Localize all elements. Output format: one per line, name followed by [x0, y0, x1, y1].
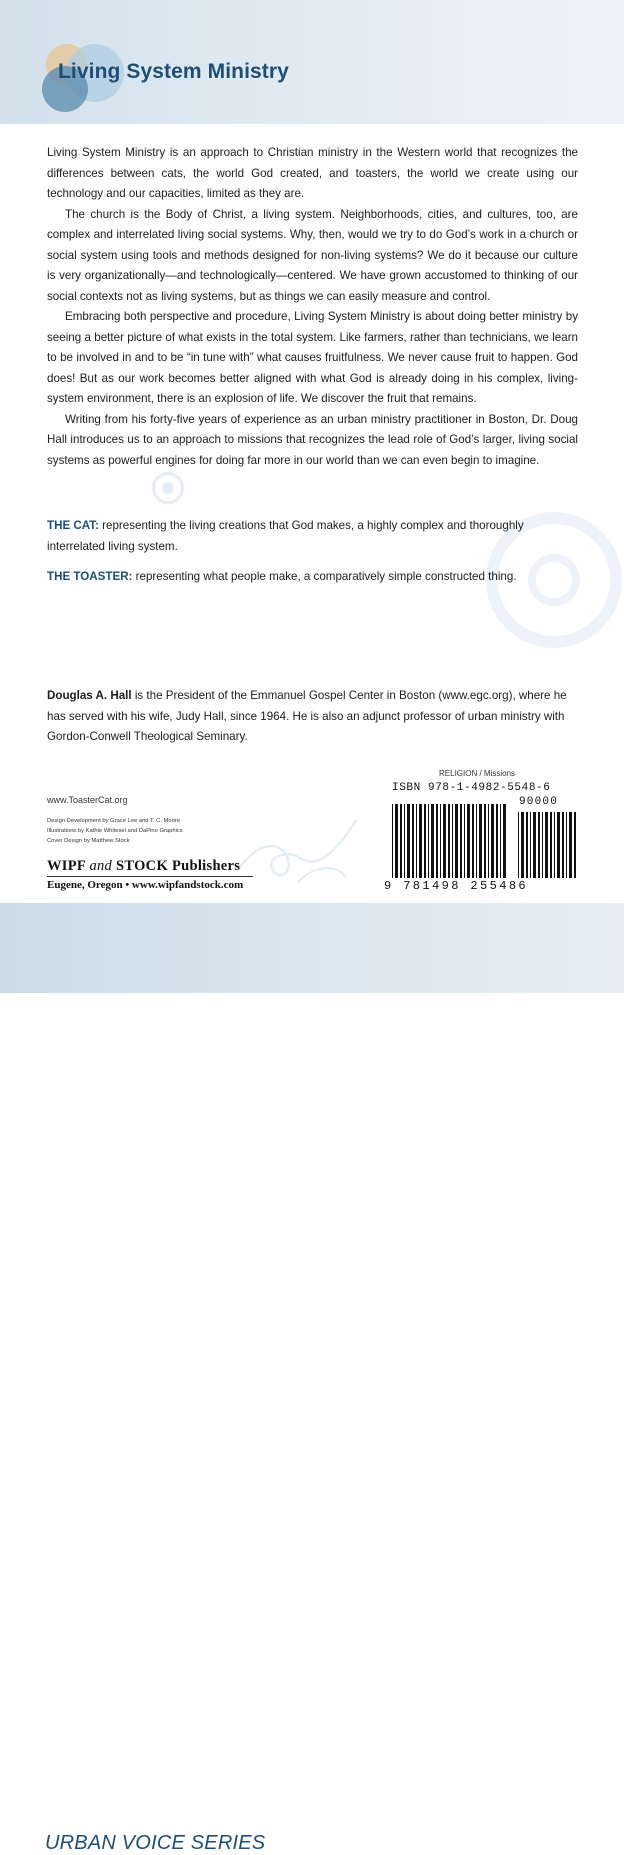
- isbn-barcode: [392, 800, 576, 880]
- barcode-bar: [416, 804, 417, 878]
- cat-definition: [47, 516, 578, 557]
- barcode-bar: [392, 804, 393, 878]
- credit-line: Cover Design by Matthew Stock: [47, 838, 130, 844]
- barcode-bar: [574, 812, 576, 878]
- barcode-bar: [554, 812, 555, 878]
- publisher-name: [47, 858, 240, 875]
- barcode-bar: [496, 804, 498, 878]
- header-band: [0, 0, 624, 124]
- blurb-paragraph: Writing from his forty-five years of experience as an urban ministry practitioner in Boston, Dr. Doug Hall introduces us to an approach to missions that recognizes the lead role of God’s larger, living social systems as powerful engines for doing far more in our world than we can even begin to imagine.: [47, 412, 578, 467]
- barcode-bar: [484, 804, 486, 878]
- barcode-bar: [428, 804, 429, 878]
- blurb-paragraph: Living System Ministry is an approach to Christian ministry in the Western world that recognizes the differences between cats, the world God created, and toasters, the world we create using our technology and our capacities, limited as they are.: [47, 146, 578, 200]
- cat-definition-text: representing the living creations that God makes, a highly complex and thoroughly interrelated living system.: [47, 519, 524, 553]
- barcode-bar: [518, 812, 519, 878]
- credit-line: Design Development by Grace Lee and T. C. Moore: [47, 818, 180, 824]
- series-title: URBAN VOICE SERIES: [45, 1832, 266, 1854]
- barcode-bar: [460, 804, 462, 878]
- credits: [47, 816, 183, 846]
- blurb-paragraph: Embracing both perspective and procedure, Living System Ministry is about doing better ministry by seeing a better picture of what exists in the total system. Like farmers, rather than technicians, we learn to be involved in and to be “in tune with” what causes fruitfulness. We never cause fruit to happen. God does! But as our work becomes better aligned with what God is already doing in his complex, living-system environment, there is an explosion of life. We discover the fruit that remains.: [47, 310, 578, 405]
- barcode-bar: [472, 804, 474, 878]
- website-link[interactable]: www.ToasterCat.org: [47, 795, 128, 805]
- barcode-bar: [448, 804, 450, 878]
- toaster-definition-text: representing what people make, a comparatively simple constructed thing.: [132, 570, 517, 583]
- barcode-bar: [503, 804, 506, 878]
- barcode-bar: [500, 804, 501, 878]
- publisher-divider: [47, 876, 253, 877]
- barcode-bar: [431, 804, 434, 878]
- barcode-bar: [562, 812, 564, 878]
- barcode-bar: [533, 812, 536, 878]
- barcode-bar: [542, 812, 543, 878]
- barcode-bar: [550, 812, 552, 878]
- barcode-bar: [526, 812, 528, 878]
- description-blurb: [47, 143, 578, 471]
- barcode-bar: [400, 804, 402, 878]
- credit-line: Illustrations by Kathie Whitesel and DaPino Graphics: [47, 828, 183, 834]
- footer-band: [0, 903, 624, 1854]
- publisher-name-and: and: [89, 858, 113, 874]
- barcode-bar: [412, 804, 414, 878]
- barcode-bar: [538, 812, 540, 878]
- barcode-bar: [440, 804, 441, 878]
- barcode-bar: [479, 804, 482, 878]
- watermark-circle-icon: [152, 472, 184, 504]
- book-title: Living System Ministry: [58, 60, 289, 83]
- cat-term: THE CAT:: [47, 519, 99, 532]
- price-code: 90000: [519, 796, 559, 808]
- barcode-bar: [452, 804, 453, 878]
- barcode-bar: [424, 804, 426, 878]
- barcode-bar: [569, 812, 572, 878]
- barcode-digits: 9 781498 255486: [384, 879, 529, 893]
- barcode-bar: [545, 812, 548, 878]
- barcode-bar: [395, 804, 398, 878]
- blurb-paragraph: The church is the Body of Christ, a living system. Neighborhoods, cities, and cultures, too, are complex and interrelated living social systems. Why, then, would we try to do God’s work in a church or social system using tools and methods designed for non-living systems? We do it because our culture is very organizationally—and technologically—centered. We have grown accustomed to thinking of our social contexts not as living systems, but as things we can easily measure and control.: [47, 207, 578, 303]
- barcode-bar: [488, 804, 489, 878]
- barcode-bar: [455, 804, 458, 878]
- publisher-address: Eugene, Oregon • www.wipfandstock.com: [47, 879, 244, 891]
- category-label: RELIGION / Missions: [439, 769, 516, 778]
- author-bio: [47, 686, 578, 748]
- barcode-bar: [557, 812, 560, 878]
- barcode-bar: [566, 812, 567, 878]
- barcode-bar: [491, 804, 494, 878]
- barcode-bar: [436, 804, 438, 878]
- publisher-name-part: STOCK Publishers: [112, 858, 241, 874]
- barcode-bar: [404, 804, 405, 878]
- barcode-bar: [476, 804, 477, 878]
- barcode-bar: [521, 812, 524, 878]
- barcode-bar: [443, 804, 446, 878]
- isbn-text: ISBN 978-1-4982-5548-6: [392, 782, 551, 794]
- publisher-name-part: WIPF: [47, 858, 90, 874]
- barcode-bar: [419, 804, 422, 878]
- barcode-bar: [530, 812, 531, 878]
- barcode-bar: [464, 804, 465, 878]
- barcode-bar: [407, 804, 410, 878]
- author-bio-text: is the President of the Emmanuel Gospel Center in Boston (www.egc.org), where he has served with his wife, Judy Hall, since 1964. He is also an adjunct professor of urban ministry with Gordon-Conwell Theological Seminary.: [47, 689, 567, 743]
- author-name: Douglas A. Hall: [47, 689, 132, 702]
- toaster-definition: [47, 567, 578, 588]
- toaster-term: THE TOASTER:: [47, 570, 133, 583]
- barcode-bar: [467, 804, 470, 878]
